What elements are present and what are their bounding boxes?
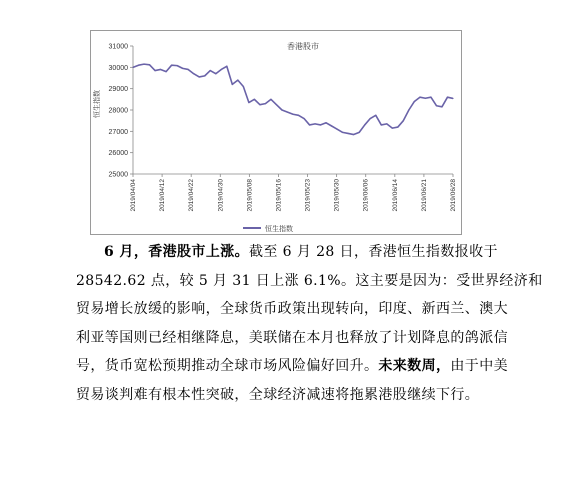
data-point <box>199 76 200 77</box>
x-tick-label: 2019/05/08 <box>246 179 254 212</box>
chart-title: 香港股市 <box>287 42 319 51</box>
data-point <box>303 118 304 119</box>
data-point <box>166 71 167 72</box>
y-tick-label: 28000 <box>108 107 128 115</box>
data-point <box>447 97 448 98</box>
data-point <box>193 73 194 74</box>
data-point <box>392 128 393 129</box>
data-point <box>337 129 338 130</box>
data-point <box>215 73 216 74</box>
data-point <box>210 70 211 71</box>
x-tick-label: 2019/05/30 <box>333 179 341 212</box>
data-point <box>320 124 321 125</box>
data-point <box>171 65 172 66</box>
x-tick-label: 2019/06/28 <box>450 179 457 212</box>
data-point <box>232 84 233 85</box>
x-tick-label: 2019/06/21 <box>420 179 428 212</box>
y-tick-label: 25000 <box>108 171 128 179</box>
data-point <box>331 125 332 126</box>
x-tick-label: 2019/05/23 <box>304 179 312 212</box>
x-tick-label: 2019/04/22 <box>188 179 196 212</box>
data-point <box>132 67 133 68</box>
data-point <box>248 102 249 103</box>
data-point <box>381 124 382 125</box>
data-point <box>370 118 371 119</box>
data-point <box>204 75 205 76</box>
data-point <box>397 126 398 127</box>
paragraph-line-1 <box>76 238 496 267</box>
data-point <box>226 66 227 67</box>
headline-text: 6 月，香港股市上涨。 <box>104 244 250 260</box>
series-line <box>133 64 453 134</box>
data-point <box>259 104 260 105</box>
x-tick-label: 2019/04/30 <box>217 179 225 212</box>
data-point <box>425 98 426 99</box>
data-point <box>292 114 293 115</box>
data-point <box>452 98 453 99</box>
chart-canvas <box>91 31 463 236</box>
data-point <box>270 99 271 100</box>
data-point <box>276 104 277 105</box>
data-point <box>221 69 222 70</box>
paragraph-line-2: 28542.62 点，较 5 月 31 日上涨 6.1%。这主要是因为：受世界经济和 <box>76 272 543 289</box>
data-point <box>326 122 327 123</box>
data-point <box>143 64 144 65</box>
line-5-text-a: 号，货币宽松预期推动全球市场风险偏好回升。 <box>76 358 379 374</box>
data-point <box>188 69 189 70</box>
data-point <box>237 80 238 81</box>
data-point <box>353 134 354 135</box>
data-point <box>403 120 404 121</box>
paragraph-line-3: 贸易增长放缓的影响，全球货币政策出现转向，印度、新西兰、澳大 <box>76 301 508 317</box>
y-tick-label: 29000 <box>108 86 128 94</box>
x-tick-label: 2019/04/12 <box>159 179 167 212</box>
legend-label: 恒生指数 <box>265 226 293 233</box>
paragraph-line-4: 利亚等国则已经相继降息，美联储在本月也释放了计划降息的鸽派信 <box>76 329 508 346</box>
data-point <box>414 101 415 102</box>
data-point <box>154 70 155 71</box>
data-point <box>177 65 178 66</box>
line-5-text-b: 由于中美 <box>450 358 509 374</box>
data-point <box>281 109 282 110</box>
data-point <box>419 97 420 98</box>
y-tick-label: 30000 <box>108 64 128 72</box>
x-axis <box>130 174 457 212</box>
data-point <box>386 123 387 124</box>
data-point <box>359 132 360 133</box>
chart-legend <box>243 224 293 233</box>
data-point <box>342 132 343 133</box>
data-point <box>298 115 299 116</box>
data-point <box>441 106 442 107</box>
data-point <box>309 124 310 125</box>
data-point <box>265 103 266 104</box>
data-point <box>254 99 255 100</box>
data-point <box>408 109 409 110</box>
data-point <box>364 124 365 125</box>
data-point <box>182 68 183 69</box>
y-tick-label: 26000 <box>108 150 128 158</box>
data-point <box>314 123 315 124</box>
data-point <box>436 105 437 106</box>
paragraph-line-5 <box>76 352 509 381</box>
y-tick-label: 27000 <box>108 128 128 136</box>
x-tick-label: 2019/04/04 <box>130 179 137 212</box>
data-point <box>243 86 244 87</box>
data-point <box>287 112 288 113</box>
y-tick-label: 31000 <box>108 43 128 51</box>
outlook-heading: 未来数周， <box>378 358 451 374</box>
data-point <box>160 69 161 70</box>
data-point <box>149 64 150 65</box>
series-line-group <box>132 64 453 136</box>
y-axis <box>109 44 133 179</box>
x-tick-label: 2019/06/14 <box>391 179 399 212</box>
data-point <box>375 115 376 116</box>
analysis-paragraph <box>76 238 543 409</box>
x-tick-label: 2019/05/16 <box>275 179 283 212</box>
data-point <box>348 133 349 134</box>
y-axis-label: 恒生指数 <box>94 90 101 118</box>
data-point <box>138 65 139 66</box>
paragraph-line-6: 贸易谈判难有根本性突破，全球经济减速将拖累港股继续下行。 <box>76 386 480 403</box>
x-tick-label: 2019/06/06 <box>362 179 370 212</box>
line-1-text: 截至 6 月 28 日，香港恒生指数报收于 <box>249 244 498 260</box>
hang-seng-chart <box>90 30 462 235</box>
data-point <box>430 97 431 98</box>
